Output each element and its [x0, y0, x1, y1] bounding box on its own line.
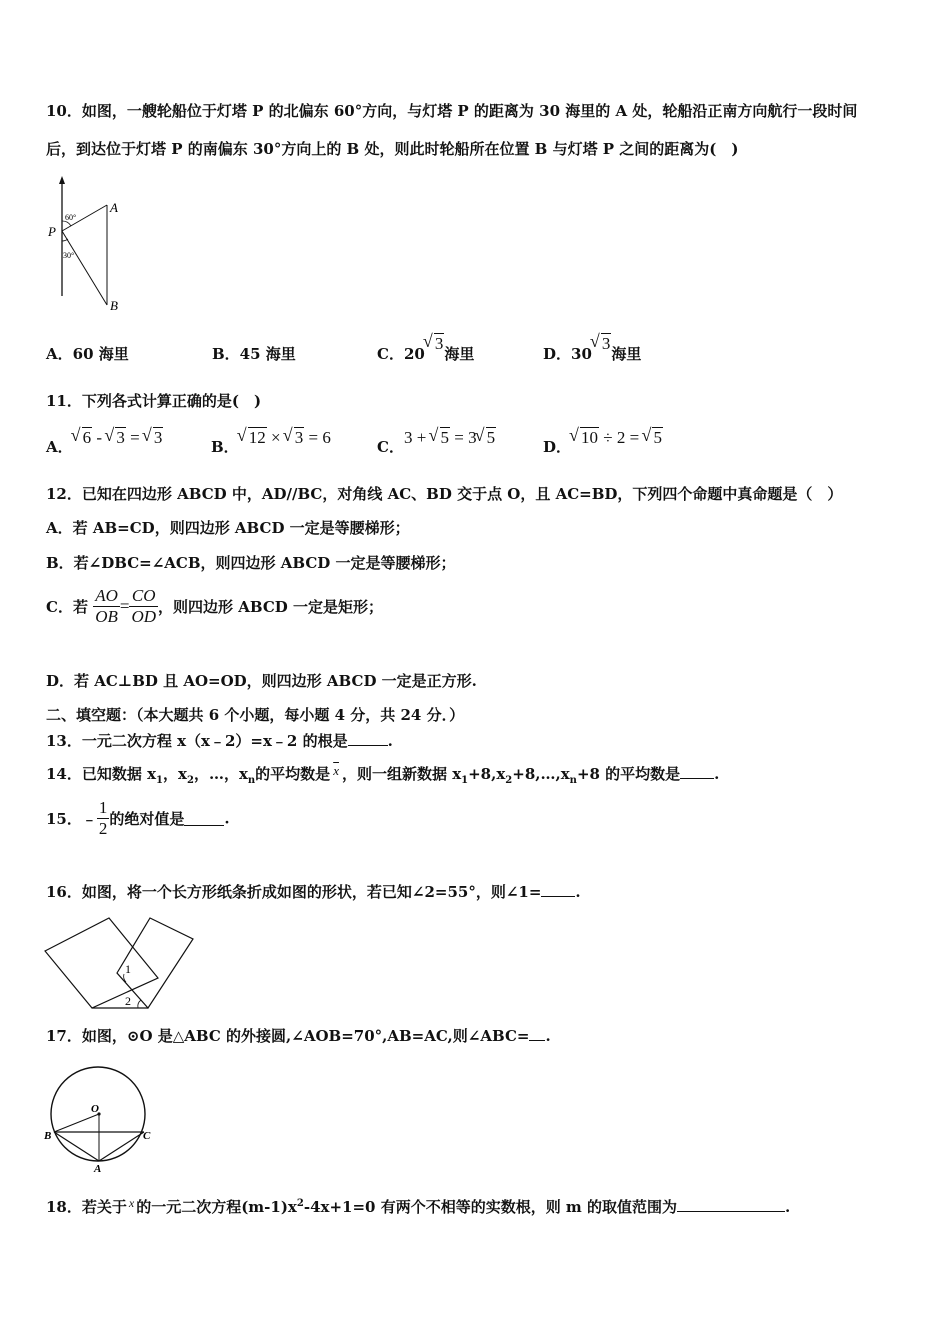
q12-fraction-ao-ob: $\frac{AO}{OB}$ [95, 586, 118, 626]
q16: 16．如图，将一个长方形纸条折成如图的形状，若已知∠2=55°，则∠1= . [46, 883, 581, 901]
q17: 17．如图，⊙O 是△ABC 的外接圆,∠AOB=70°,AB=AC,则∠ABC= . [46, 1027, 551, 1045]
q12-option-d: D．若 AC⊥BD 且 AO=OD，则四边形 ABCD 一定是正方形. [46, 672, 477, 690]
q10-angle-60: 60° [65, 213, 77, 222]
q11-option-c: C．3 + √ 5 = 3 √ 5 [377, 437, 496, 457]
q13-answer-blank[interactable] [348, 731, 388, 746]
q11-option-b: B． √ 12 × √ 3 = 6 [211, 437, 331, 457]
q17-answer-blank[interactable] [529, 1026, 545, 1041]
q11-option-a: A． √ 6 - √ 3 = √ 3 [46, 437, 163, 457]
q16-angle-2: 2 [125, 994, 131, 1008]
q17-label-c: C [143, 1130, 151, 1142]
q16-figure [44, 916, 196, 1009]
q18: 18．若关于 $^x$ 的一元二次方程$(m-1)x^2-4x+1=0$ 有两个不相等的实数根，则 m 的取值范围为 . [46, 1196, 791, 1216]
q10-line1: 10．如图，一艘轮船位于灯塔 P 的北偏东 60°方向，与灯塔 P 的距离为 30 海里的 A 处，轮船沿正南方向航行一段时间 [46, 102, 858, 120]
q10-option-a: A．60 海里 [46, 345, 129, 363]
q11-option-d: D． √ 10 ÷ 2 = √ 5 [543, 437, 663, 457]
q15: 15．﹣ $\frac{1}{2}$ 的绝对值是 . [46, 798, 230, 838]
q17-figure [42, 1064, 154, 1176]
q10-option-b: B．45 海里 [212, 345, 296, 363]
q16-answer-blank[interactable] [541, 882, 575, 897]
q17-label-o: O [91, 1103, 99, 1115]
q15-answer-blank[interactable] [184, 811, 224, 826]
q12-option-a: A．若 AB=CD，则四边形 ABCD 一定是等腰梯形； [46, 519, 410, 537]
q12-option-c: C．若 $\frac{AO}{OB}$ = $\frac{CO}{OD}$ ，则四边形 ABCD 一定是矩形； [46, 586, 384, 626]
q15-fraction: $\frac{1}{2}$ [98, 798, 108, 838]
section2-title: 二、填空题：（本大题共 6 个小题，每小题 4 分，共 24 分．） [46, 706, 465, 724]
q10-label-a: A [110, 200, 118, 215]
q17-label-a: A [94, 1163, 102, 1175]
q10-option-d: D．30√ 3海里 [543, 344, 641, 364]
q14: 14．已知数据 $x_1$，$x_2$，…，$x_n$的平均数是 $\overline{x}$ ，则一组新数据 $x_1+8,x_2+8,\dots,x_n+8$ 的平均数是 . [46, 763, 720, 786]
q11-stem: 11．下列各式计算正确的是( ) [46, 392, 262, 410]
q10-line2: 后，到达位于灯塔 P 的南偏东 30°方向上的 B 处，则此时轮船所在位置 B 与灯塔 P 之间的距离为( ) [46, 140, 739, 158]
q14-xbar: $\overline{x}$ [333, 763, 339, 778]
q10-label-p: P [48, 224, 56, 239]
q12-fraction-co-od: $\frac{CO}{OD}$ [131, 586, 157, 626]
q13: 13．一元二次方程 x（x﹣2）=x﹣2 的根是 . [46, 732, 393, 750]
q18-answer-blank[interactable] [677, 1197, 785, 1212]
q12-stem: 12．已知在四边形 ABCD 中，AD//BC，对角线 AC、BD 交于点 O，且 AC=BD，下列四个命题中真命题是（ ） [46, 485, 843, 503]
q14-answer-blank[interactable] [680, 764, 714, 779]
q10-option-c: C．20√ 3海里 [377, 344, 474, 364]
q17-label-b: B [44, 1130, 52, 1142]
q10-angle-30: 30° [63, 251, 75, 260]
q10-label-b: B [110, 298, 118, 313]
q16-angle-1: 1 [125, 962, 131, 976]
q10-figure [44, 174, 134, 319]
q12-option-b: B．若∠DBC=∠ACB，则四边形 ABCD 一定是等腰梯形； [46, 554, 456, 572]
